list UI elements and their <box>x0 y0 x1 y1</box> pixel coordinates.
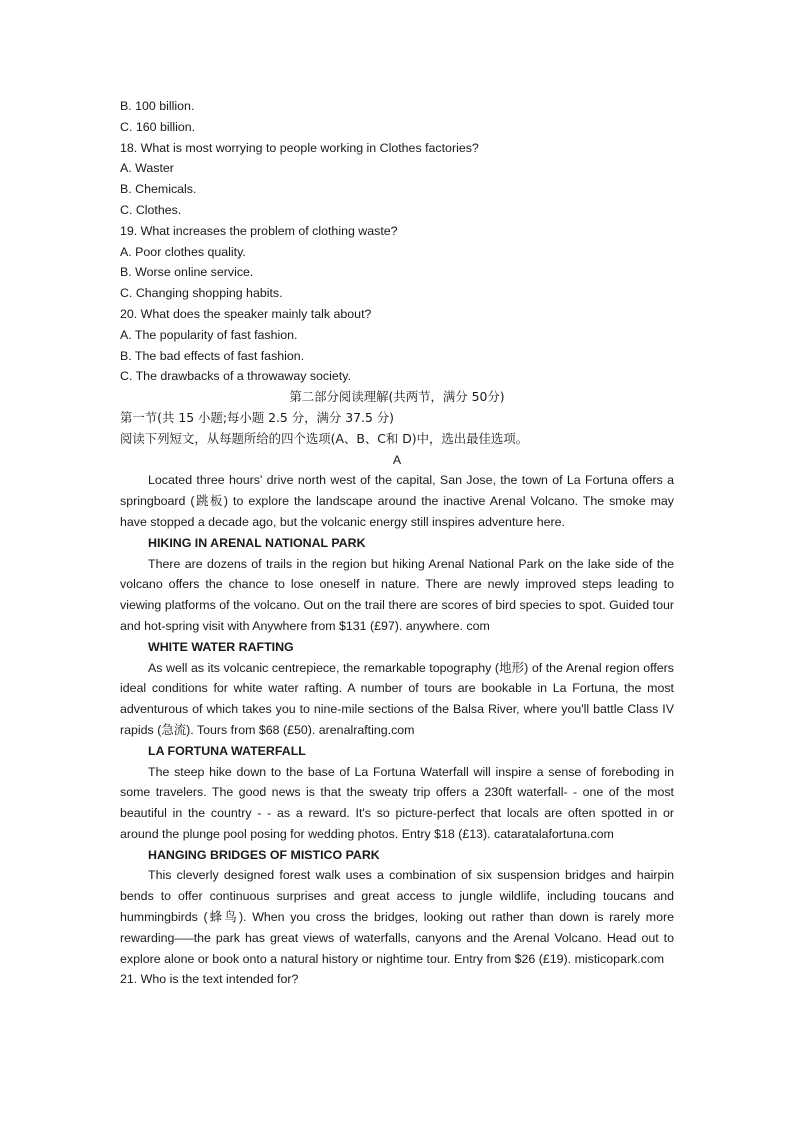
option-line: C. The drawbacks of a throwaway society. <box>120 369 351 384</box>
section-one-title: 第一节(共 15 小题;每小题 2.5 分，满分 37.5 分) <box>120 409 395 425</box>
question-20: 20. What does the speaker mainly talk about? <box>120 306 372 321</box>
option-line: B. The bad effects of fast fashion. <box>120 348 305 363</box>
section-text: The steep hike down to the base of La Fortuna Waterfall will inspire a sense of foreboding in some travelers. The good news is that the sweaty trip offers a 230ft waterfall- - one of the most beautiful in the country - - as a reward. It's so picture-perfect that locals are often spotted in or around the plunge pool posing for wedding photos. Entry $18 (£13). cataratalafortuna.com <box>120 764 674 841</box>
option-line: B. Worse online service. <box>120 265 254 280</box>
question-18: 18. What is most worrying to people working in Clothes factories? <box>120 140 479 155</box>
part-two-title: 第二部分阅读理解(共两节，满分 50分) <box>289 389 505 405</box>
option-line: C. Clothes. <box>120 202 182 217</box>
section-text: This cleverly designed forest walk uses a combination of six suspension bridges and hairpin bends to offer continuous surprises and great access to jungle wildlife, including toucans and hummingbirds (蜂鸟). When you cross the bridges, looking out rather than down is rarely more rewarding–—the park has great views of waterfalls, canyons and the Arenal Volcano. Head out to explore alone or book onto a natural history or nightime tour. Entry from $26 (£19). misticopark.com <box>120 868 674 966</box>
section-heading: LA FORTUNA WATERFALL <box>148 743 306 758</box>
option-line: C. 160 billion. <box>120 119 196 134</box>
option-line: B. Chemicals. <box>120 182 197 197</box>
option-line: A. Poor clothes quality. <box>120 244 246 259</box>
option-line: A. Waster <box>120 161 174 176</box>
section-heading: HIKING IN ARENAL NATIONAL PARK <box>148 535 366 550</box>
passage-label: A <box>392 452 402 467</box>
option-line: A. The popularity of fast fashion. <box>120 327 298 342</box>
passage-intro: Located three hours' drive north west of the capital, San Jose, the town of La Fortuna offers a springboard (跳板) to explore the landscape around the inactive Arenal Volcano. The smoke may have stopped a decade ago, but the volcanic energy still inspires adventure here. <box>120 473 674 529</box>
exam-page <box>120 96 674 990</box>
section-heading: HANGING BRIDGES OF MISTICO PARK <box>148 847 380 862</box>
section-text: As well as its volcanic centrepiece, the remarkable topography (地形) of the Arenal region offers ideal conditions for white water rafting. A number of tours are bookable in La Fortuna, the most adventurous of which takes you to nine-mile sections of the Balsa River, where you'll battle Class IV rapids (急流). Tours from $68 (£50). arenalrafting.com <box>120 660 674 737</box>
question-19: 19. What increases the problem of clothing waste? <box>120 223 398 238</box>
instruction: 阅读下列短文，从每题所给的四个选项(A、B、C和 D)中，选出最佳选项。 <box>120 430 529 446</box>
option-line: C. Changing shopping habits. <box>120 286 283 301</box>
question-21: 21. Who is the text intended for? <box>120 972 299 987</box>
section-heading: WHITE WATER RAFTING <box>148 639 294 654</box>
option-line: B. 100 billion. <box>120 99 195 113</box>
section-text: There are dozens of trails in the region but hiking Arenal National Park on the lake side of the volcano offers the chance to lose oneself in nature. There are newly improved steps leading to viewing platforms of the volcano. Out on the trail there are scores of bird species to spot. Guided tour and hot-spring visit with Anywhere from $131 (£97). anywhere. com <box>120 556 674 633</box>
